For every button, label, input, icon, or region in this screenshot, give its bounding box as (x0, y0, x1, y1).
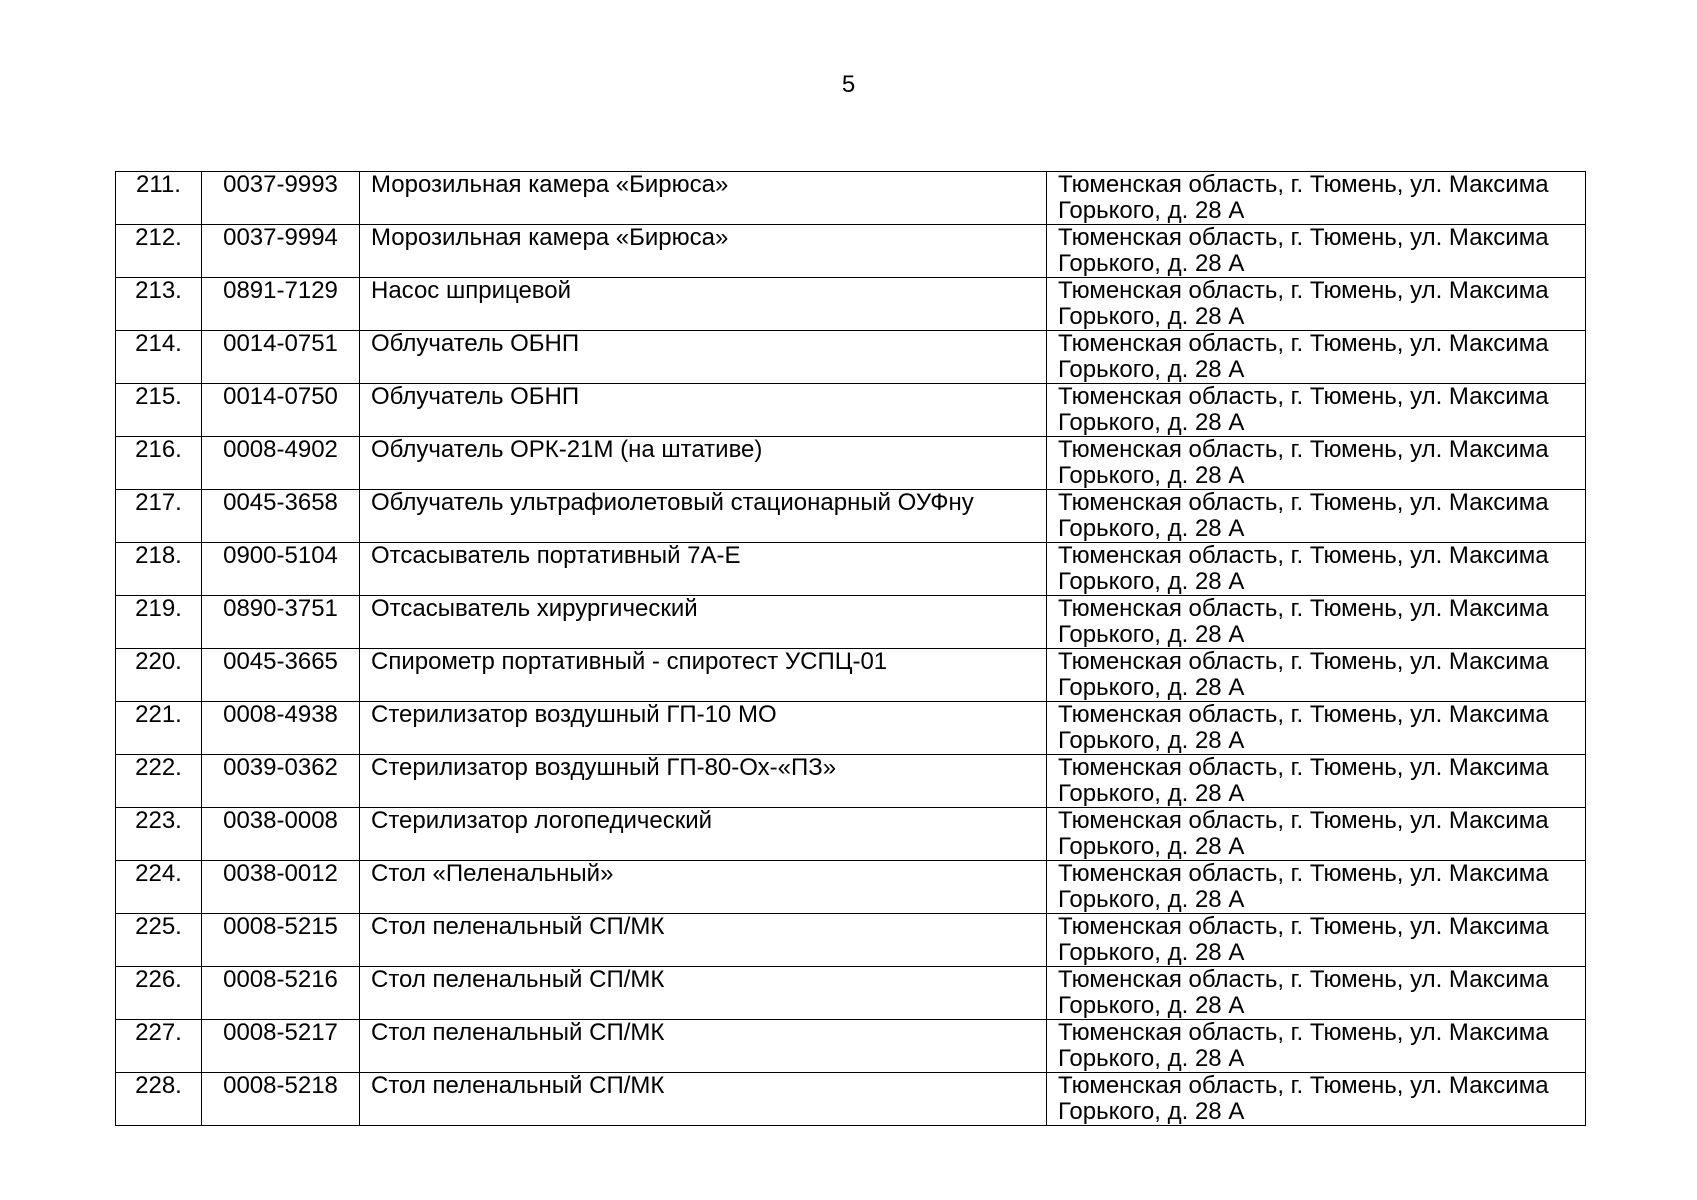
address-cell (1047, 1020, 1586, 1073)
row-number: 220. (135, 648, 182, 675)
inventory-code: 0037-9994 (223, 224, 338, 251)
table-row (116, 808, 1586, 861)
row-number-cell (116, 1073, 202, 1126)
row-number: 221. (135, 701, 182, 728)
address-cell (1047, 278, 1586, 331)
inventory-code-cell (202, 914, 360, 967)
inventory-code-cell (202, 1020, 360, 1073)
row-number-cell (116, 702, 202, 755)
inventory-code: 0890-3751 (223, 595, 338, 622)
row-number: 225. (135, 913, 182, 940)
item-name-cell (360, 437, 1047, 490)
item-name-cell (360, 755, 1047, 808)
item-name-cell (360, 225, 1047, 278)
inventory-code: 0014-0751 (223, 330, 338, 357)
address: Тюменская область, г. Тюмень, ул. Максима Горького, д. 28 А (1058, 648, 1549, 701)
row-number-cell (116, 331, 202, 384)
address-cell (1047, 437, 1586, 490)
row-number: 227. (135, 1019, 182, 1046)
item-name-cell (360, 490, 1047, 543)
item-name: Стол пеленальный СП/МК (371, 1072, 665, 1099)
address-cell (1047, 649, 1586, 702)
address: Тюменская область, г. Тюмень, ул. Максима Горького, д. 28 А (1058, 913, 1549, 966)
row-number: 212. (135, 224, 182, 251)
table-row (116, 596, 1586, 649)
row-number-cell (116, 225, 202, 278)
inventory-code: 0900-5104 (223, 542, 338, 569)
address: Тюменская область, г. Тюмень, ул. Максима Горького, д. 28 А (1058, 224, 1549, 277)
row-number: 226. (135, 966, 182, 993)
item-name: Спирометр портативный - спиротест УСПЦ-01 (371, 648, 888, 675)
inventory-code: 0008-4938 (223, 701, 338, 728)
item-name: Морозильная камера «Бирюса» (371, 224, 729, 251)
address: Тюменская область, г. Тюмень, ул. Максима Горького, д. 28 А (1058, 966, 1549, 1019)
row-number: 211. (136, 171, 181, 198)
item-name: Стол пеленальный СП/МК (371, 966, 665, 993)
row-number: 218. (135, 542, 182, 569)
table-row (116, 702, 1586, 755)
row-number: 222. (135, 754, 182, 781)
item-name: Облучатель ОБНП (371, 383, 580, 410)
inventory-code: 0008-5216 (223, 966, 338, 993)
table-row (116, 437, 1586, 490)
table-row (116, 967, 1586, 1020)
item-name: Отсасыватель портативный 7А-Е (371, 542, 741, 569)
item-name: Морозильная камера «Бирюса» (371, 171, 729, 198)
item-name-cell (360, 1073, 1047, 1126)
item-name: Стол пеленальный СП/МК (371, 913, 665, 940)
item-name: Стерилизатор логопедический (371, 807, 713, 834)
inventory-code: 0045-3658 (223, 489, 338, 516)
address-cell (1047, 596, 1586, 649)
item-name-cell (360, 861, 1047, 914)
table-row (116, 755, 1586, 808)
item-name: Облучатель ультрафиолетовый стационарный ОУФну (371, 489, 974, 516)
item-name-cell (360, 172, 1047, 225)
item-name: Стерилизатор воздушный ГП-80-Ох-«ПЗ» (371, 754, 837, 781)
inventory-code: 0038-0008 (223, 807, 338, 834)
inventory-code-cell (202, 755, 360, 808)
address-cell (1047, 543, 1586, 596)
item-name-cell (360, 596, 1047, 649)
row-number: 214. (135, 330, 182, 357)
inventory-code-cell (202, 490, 360, 543)
row-number: 223. (135, 807, 182, 834)
row-number-cell (116, 384, 202, 437)
address-cell (1047, 702, 1586, 755)
item-name-cell (360, 914, 1047, 967)
row-number-cell (116, 172, 202, 225)
row-number: 217. (135, 489, 182, 516)
inventory-code: 0891-7129 (223, 277, 338, 304)
address: Тюменская область, г. Тюмень, ул. Максима Горького, д. 28 А (1058, 701, 1549, 754)
address-cell (1047, 490, 1586, 543)
address-cell (1047, 225, 1586, 278)
row-number: 215. (135, 383, 182, 410)
inventory-code-cell (202, 649, 360, 702)
inventory-code-cell (202, 384, 360, 437)
inventory-code: 0008-4902 (223, 436, 338, 463)
address: Тюменская область, г. Тюмень, ул. Максима Горького, д. 28 А (1058, 277, 1549, 330)
inventory-code-cell (202, 596, 360, 649)
row-number: 216. (135, 436, 182, 463)
address: Тюменская область, г. Тюмень, ул. Максима Горького, д. 28 А (1058, 542, 1549, 595)
inventory-code: 0008-5217 (223, 1019, 338, 1046)
table-row (116, 649, 1586, 702)
address-cell (1047, 1073, 1586, 1126)
inventory-code-cell (202, 331, 360, 384)
item-name-cell (360, 543, 1047, 596)
inventory-code: 0045-3665 (223, 648, 338, 675)
row-number-cell (116, 861, 202, 914)
item-name: Стерилизатор воздушный ГП-10 МО (371, 701, 777, 728)
item-name: Стол «Пеленальный» (371, 860, 614, 887)
address: Тюменская область, г. Тюмень, ул. Максима Горького, д. 28 А (1058, 383, 1549, 436)
address: Тюменская область, г. Тюмень, ул. Максима Горького, д. 28 А (1058, 754, 1549, 807)
address: Тюменская область, г. Тюмень, ул. Максима Горького, д. 28 А (1058, 1072, 1549, 1125)
address-cell (1047, 808, 1586, 861)
inventory-code: 0037-9993 (223, 171, 338, 198)
table-row (116, 861, 1586, 914)
item-name: Облучатель ОРК-21М (на штативе) (371, 436, 763, 463)
item-name: Облучатель ОБНП (371, 330, 580, 357)
address-cell (1047, 172, 1586, 225)
item-name-cell (360, 1020, 1047, 1073)
table-row (116, 914, 1586, 967)
row-number: 224. (135, 860, 182, 887)
item-name-cell (360, 384, 1047, 437)
address-cell (1047, 967, 1586, 1020)
table-row (116, 1020, 1586, 1073)
table-row (116, 1073, 1586, 1126)
inventory-code-cell (202, 543, 360, 596)
table-row (116, 225, 1586, 278)
inventory-code: 0039-0362 (223, 754, 338, 781)
inventory-code-cell (202, 437, 360, 490)
address: Тюменская область, г. Тюмень, ул. Максима Горького, д. 28 А (1058, 807, 1549, 860)
row-number-cell (116, 437, 202, 490)
address-cell (1047, 331, 1586, 384)
inventory-code: 0038-0012 (223, 860, 338, 887)
row-number-cell (116, 543, 202, 596)
inventory-code-cell (202, 861, 360, 914)
address: Тюменская область, г. Тюмень, ул. Максима Горького, д. 28 А (1058, 330, 1549, 383)
table-row (116, 543, 1586, 596)
inventory-code-cell (202, 1073, 360, 1126)
row-number-cell (116, 808, 202, 861)
address: Тюменская область, г. Тюмень, ул. Максима Горького, д. 28 А (1058, 595, 1549, 648)
inventory-code-cell (202, 967, 360, 1020)
row-number-cell (116, 914, 202, 967)
inventory-code-cell (202, 278, 360, 331)
inventory-code-cell (202, 808, 360, 861)
inventory-table (115, 171, 1586, 1126)
address: Тюменская область, г. Тюмень, ул. Максима Горького, д. 28 А (1058, 171, 1549, 224)
item-name-cell (360, 702, 1047, 755)
item-name-cell (360, 808, 1047, 861)
row-number-cell (116, 649, 202, 702)
address-cell (1047, 861, 1586, 914)
page-number: 5 (841, 71, 856, 98)
row-number-cell (116, 967, 202, 1020)
row-number: 228. (135, 1072, 182, 1099)
row-number-cell (116, 278, 202, 331)
inventory-code: 0014-0750 (223, 383, 338, 410)
item-name-cell (360, 331, 1047, 384)
address: Тюменская область, г. Тюмень, ул. Максима Горького, д. 28 А (1058, 436, 1549, 489)
address: Тюменская область, г. Тюмень, ул. Максима Горького, д. 28 А (1058, 860, 1549, 913)
table-row (116, 278, 1586, 331)
item-name: Насос шприцевой (371, 277, 572, 304)
item-name-cell (360, 649, 1047, 702)
table-row (116, 490, 1586, 543)
row-number-cell (116, 755, 202, 808)
table-row (116, 384, 1586, 437)
inventory-code: 0008-5218 (223, 1072, 338, 1099)
address-cell (1047, 755, 1586, 808)
item-name: Отсасыватель хирургический (371, 595, 698, 622)
address-cell (1047, 384, 1586, 437)
item-name-cell (360, 278, 1047, 331)
row-number-cell (116, 490, 202, 543)
item-name: Стол пеленальный СП/МК (371, 1019, 665, 1046)
row-number: 219. (135, 595, 182, 622)
row-number-cell (116, 1020, 202, 1073)
address: Тюменская область, г. Тюмень, ул. Максима Горького, д. 28 А (1058, 489, 1549, 542)
inventory-code: 0008-5215 (223, 913, 338, 940)
address: Тюменская область, г. Тюмень, ул. Максима Горького, д. 28 А (1058, 1019, 1549, 1072)
inventory-code-cell (202, 172, 360, 225)
row-number-cell (116, 596, 202, 649)
address-cell (1047, 914, 1586, 967)
table-body (116, 172, 1586, 1126)
table-row (116, 172, 1586, 225)
row-number: 213. (135, 277, 182, 304)
inventory-code-cell (202, 702, 360, 755)
item-name-cell (360, 967, 1047, 1020)
inventory-code-cell (202, 225, 360, 278)
table-row (116, 331, 1586, 384)
